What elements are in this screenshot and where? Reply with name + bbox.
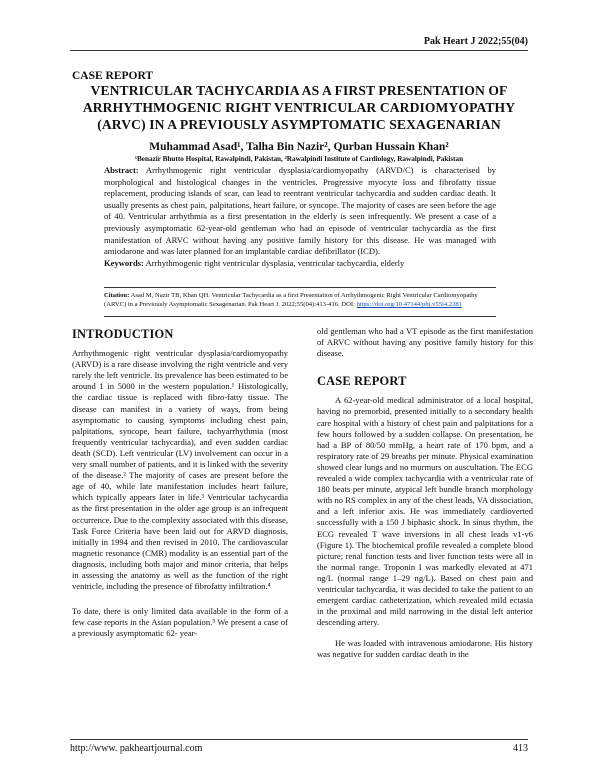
affiliations: ¹Benazir Bhutto Hospital, Rawalpindi, Pakistan, ²Rawalpindi Institute of Cardiology, Rawalpindi, Pakistan bbox=[134, 155, 464, 163]
page-number: 413 bbox=[513, 743, 528, 754]
author-list: Muhammad Asad¹, Talha Bin Nazir², Qurban Hussain Khan² bbox=[149, 141, 449, 153]
citation-label: Citation: bbox=[104, 292, 130, 299]
citation-text: Asad M, Nazir TB, Khan QH. Ventricular Tachycardia as a first Presentation of Arrhythmogenic Right Ventricular Cardiomyopathy (ARVC) in a Previously Asymptomatic Sexagenarian. Pak Heart J. 2022;55(04):413-416. bbox=[104, 292, 478, 309]
keywords-text: Arrhythmogenic right ventricular dysplasia, ventricular tachycardia, elderly bbox=[145, 257, 405, 268]
citation-rule-top bbox=[104, 287, 496, 288]
abstract-paragraph bbox=[104, 165, 496, 258]
right-column bbox=[317, 326, 533, 661]
abstract-text: Arrhythmogenic right ventricular dysplasia/cardiomyopathy (ARVD/C) is characterised by morphological and histological changes in the ventricles. Progressive myocyte loss and fibrofatty tissue replacement, producing islands of scar, can lead to reentrant ventricular tachycardia and sudden cardiac death. It usually presents as chest pain, palpitations, heart failure, or syncope. The majority of cases are seen before the age of 40. Ventricular arrhythmia as a first presentation in the elderly is seen infrequently. We present a case of a previously asymptomatic 62-year-old gentleman who had an episode of ventricular tachycardia as the first manifestation of ARVC without having any positive family history for this disease. He was managed with amiodarone and was later planned for an implantable cardiac defibrillator (ICD). bbox=[104, 165, 497, 257]
intro-continuation: old gentleman who had a VT episode as the first manifestation of ARVC without having any positive family history for this disease. bbox=[317, 326, 533, 359]
left-column bbox=[72, 326, 288, 639]
article-type: CASE REPORT bbox=[72, 70, 154, 82]
keywords-line bbox=[104, 258, 496, 270]
abstract-label: Abstract: bbox=[104, 165, 139, 175]
footer-rule bbox=[70, 739, 528, 740]
article-title: VENTRICULAR TACHYCARDIA AS A FIRST PRESENTATION OF ARRHYTHMOGENIC RIGHT VENTRICULAR CARDIOMYOPATHY (ARVC) IN A PREVIOUSLY ASYMPTOMATIC SEXAGENARIAN bbox=[82, 83, 516, 132]
doi-label: DOI: bbox=[341, 301, 355, 309]
citation-block bbox=[104, 291, 496, 309]
case-report-heading: CASE REPORT bbox=[317, 374, 407, 389]
case-paragraph-1: A 62-year-old medical administrator of a local hospital, having no premorbid, presented initially to a secondary health care hospital with a history of chest pain and palpitations for a few hours followed by a sudden collapse. On presentation, he had a BP of 80/50 mmHg, a heart rate of 170 bpm, and a respiratory rate of 29 breaths per minute. Physical examination showed clear lungs and no murmurs on auscultation. The ECG revealed a wide complex tachycardia with a ventricular rate of 180 beats per minute, atypical left bundle branch morphology with no RS complex in any of the chest leads, VA dissociation, and a left inferior axis. He was immediately cardioverted successfully with a 150 J biphasic shock. In sinus rhythm, the ECG revealed T wave inversions in all chest leads v1-v6 (Figure 1). The biochemical profile revealed a complete blood picture; renal function tests and liver function tests were all in the normal range. Troponin I was markedly elevated at 471 ng/L (normal range 1–29 ng/L). Based on chest pain and ventricular tachycardia, it was decided to take the patient to an emergent cardiac catheterization, which revealed mild ectasia in the proximal and mild narrowing in the distal left anterior descending artery. bbox=[317, 395, 533, 628]
header-rule bbox=[70, 50, 528, 51]
abstract-block bbox=[104, 165, 496, 269]
keywords-label: Keywords: bbox=[104, 257, 144, 268]
citation-rule-bottom bbox=[104, 316, 496, 317]
journal-header: Pak Heart J 2022;55(04) bbox=[423, 36, 528, 47]
page-footer bbox=[70, 743, 528, 754]
intro-paragraph-2: To date, there is only limited data available in the form of a few case reports in the Asian population.⁵ We present a case of a previously asymptomatic 62- year- bbox=[72, 606, 288, 639]
doi-link[interactable]: https://doi.org/10.47144/phj.v55i4.2281 bbox=[356, 301, 462, 309]
case-paragraph-2: He was loaded with intravenous amiodarone. His history was negative for sudden cardiac death in the bbox=[317, 638, 533, 660]
journal-url[interactable]: http://www. pakheartjournal.com bbox=[70, 743, 203, 754]
introduction-heading: INTRODUCTION bbox=[72, 327, 174, 341]
intro-paragraph-1: Arrhythmogenic right ventricular dysplasia/cardiomyopathy (ARVD) is a rare disease involving the right ventricle and very rarely the left ventricle. Its prevalence has been estimated to be around 1 in 5000 in the western population.¹ Histologically, the cardiac tissue is replaced with fibro-fatty tissue. The disease can manifest in a variety of ways, from being asymptomatic to causing symptoms including chest pain, palpitations, syncope, heart failure, tachyarrhythmia (most frequently ventricular tachycardia), and even sudden cardiac death (SCD). Left ventricular (LV) involvement can occur in a very small number of patients, and it is linked with the severity of the disease.² The majority of cases are present before the age of 40, while late manifestation includes heart failure, which typically appears later in life.³ Ventricular tachycardia as the first presentation in the older age group is an infrequent occurrence. Due to the complexity associated with this disease, Task Force Criteria have been laid out for ARVD diagnosis, initially in 1994 and then revised in 2010. The cardiovascular magnetic resonance (CMR) modality is an essential part of the diagnosis, including both major and minor criteria, that helps in assessing the anatomy as well as the function of the right ventricle, including the presence of fibrofatty infiltration.⁴ bbox=[72, 348, 289, 592]
